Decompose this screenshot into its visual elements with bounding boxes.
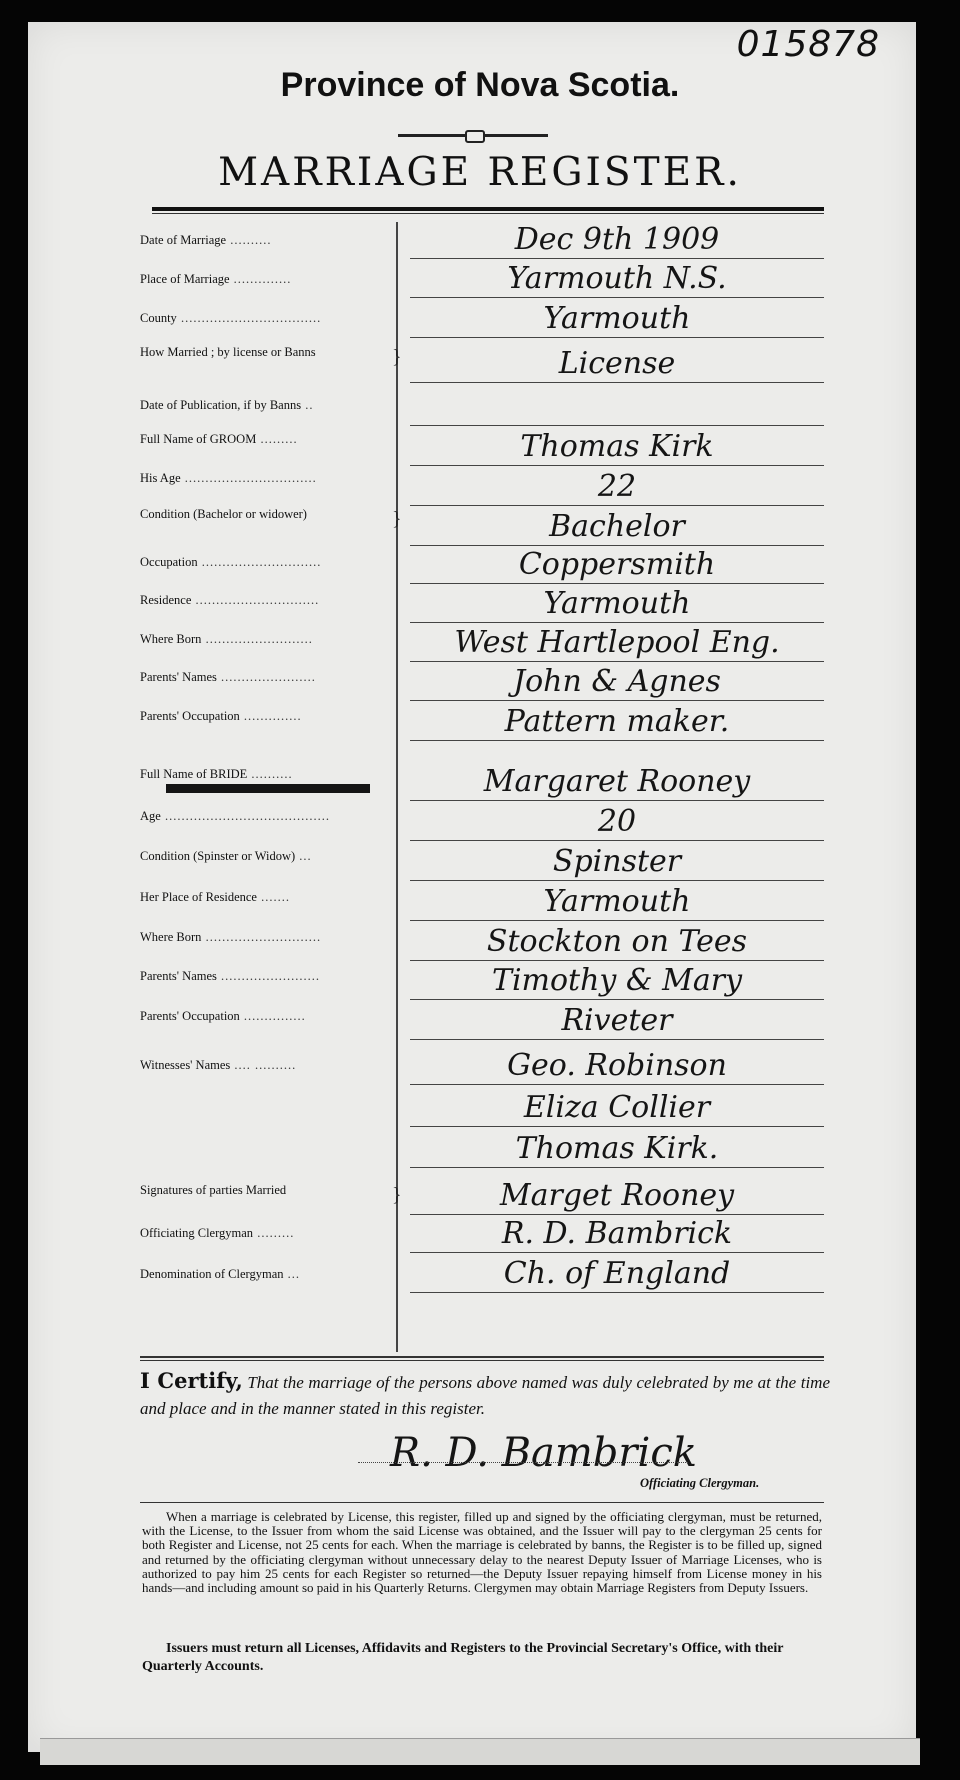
- field-label-text: Condition (Bachelor or widower): [140, 507, 307, 521]
- field-underline: [410, 840, 824, 841]
- field-underline: [410, 880, 824, 881]
- field-label: [140, 969, 320, 983]
- field-label: [140, 272, 291, 286]
- field-label-text: Date of Publication, if by Banns: [140, 398, 302, 412]
- field-label: [140, 555, 321, 569]
- brace-mark: }: [392, 1184, 402, 1206]
- certify-lead: I Certify,: [140, 1368, 243, 1393]
- field-underline: [410, 1039, 824, 1040]
- field-label-text: Denomination of Clergyman: [140, 1267, 284, 1281]
- notice-rule: [140, 1502, 824, 1503]
- field-value: Stockton on Tees: [486, 924, 748, 959]
- field-label: [140, 1009, 306, 1023]
- fields-end-rule: [140, 1356, 824, 1358]
- certify-body: That the marriage of the persons above named was duly celebrated by me at the time and place and in the manner stated in this register.: [140, 1373, 830, 1418]
- field-label-text: Date of Marriage: [140, 233, 227, 247]
- field-value: 22: [597, 469, 637, 504]
- register-title: MARRIAGE REGISTER.: [218, 150, 742, 195]
- leader-dots: ..............................: [191, 593, 320, 607]
- leader-dots: .............................: [197, 555, 322, 569]
- field-underline: [410, 1084, 824, 1085]
- field-value: License: [558, 346, 676, 381]
- field-value: Pattern maker.: [504, 704, 730, 739]
- field-label-text: Officiating Clergyman: [140, 1226, 254, 1240]
- leader-dots: ............................: [201, 930, 322, 944]
- leader-dots: ..............: [239, 709, 302, 723]
- province-heading: Province of Nova Scotia.: [280, 66, 680, 104]
- field-label-text: Occupation: [140, 555, 198, 569]
- signature-line: [358, 1462, 688, 1463]
- field-underline: [410, 1126, 824, 1127]
- field-label: [140, 890, 290, 904]
- page-edge: [40, 1738, 920, 1765]
- leader-dots: .......: [256, 890, 290, 904]
- ornament-center: [465, 130, 485, 143]
- field-value: Spinster: [552, 844, 682, 879]
- title-rule: [152, 207, 824, 211]
- field-value: Yarmouth: [543, 884, 691, 919]
- field-underline: [410, 622, 824, 623]
- field-underline: [410, 382, 824, 383]
- field-label-text: Signatures of parties Married: [140, 1183, 287, 1197]
- field-value: Geo. Robinson: [507, 1048, 727, 1083]
- field-value: West Hartlepool Eng.: [454, 625, 780, 660]
- field-label: [140, 849, 312, 863]
- field-value: Marget Rooney: [499, 1178, 735, 1213]
- leader-dots: .... ..........: [230, 1058, 297, 1072]
- leader-dots: .........: [256, 432, 298, 446]
- leader-dots: ..............: [229, 272, 292, 286]
- field-label-text: County: [140, 311, 177, 325]
- field-underline: [410, 583, 824, 584]
- field-label: [140, 345, 390, 359]
- field-label-text: Full Name of BRIDE: [140, 767, 248, 781]
- field-label: [140, 1183, 390, 1197]
- field-label: [140, 767, 293, 781]
- field-label: [140, 507, 390, 521]
- field-underline: [410, 465, 824, 466]
- field-label: [140, 670, 316, 684]
- field-label-text: Parents' Occupation: [140, 709, 240, 723]
- leader-dots: ..: [301, 398, 314, 412]
- field-value: Yarmouth N.S.: [507, 261, 727, 296]
- field-label-text: Parents' Names: [140, 670, 217, 684]
- field-value: Ch. of England: [503, 1256, 731, 1291]
- field-underline: [410, 337, 824, 338]
- leader-dots: ........................................: [160, 809, 330, 823]
- leader-dots: .......................: [216, 670, 316, 684]
- field-label-text: Her Place of Residence: [140, 890, 257, 904]
- field-label-text: Parents' Names: [140, 969, 217, 983]
- field-underline: [410, 661, 824, 662]
- field-underline: [410, 505, 824, 506]
- field-underline: [410, 545, 824, 546]
- field-label: [140, 471, 317, 485]
- field-underline: [410, 800, 824, 801]
- leader-dots: ..................................: [176, 311, 322, 325]
- leader-dots: ...: [283, 1267, 300, 1281]
- field-label-text: Witnesses' Names: [140, 1058, 231, 1072]
- field-label-text: Age: [140, 809, 161, 823]
- issuers-notice: Issuers must return all Licenses, Affidavits and Registers to the Provincial Secretary's Office, with their Quarterly Accounts.: [142, 1641, 784, 1674]
- field-label: [140, 233, 271, 247]
- field-value: Thomas Kirk.: [515, 1131, 719, 1166]
- field-value: Margaret Rooney: [483, 764, 751, 799]
- field-underline: [410, 999, 824, 1000]
- leader-dots: ...............: [239, 1009, 306, 1023]
- field-label: [140, 311, 321, 325]
- field-label-text: Residence: [140, 593, 192, 607]
- signature-caption: Officiating Clergyman.: [640, 1476, 760, 1490]
- field-underline: [410, 920, 824, 921]
- license-notice: When a marriage is celebrated by License, this register, filled up and signed by the officiating clergyman, must be returned, with the License, to the Issuer from whom the said License was obtained, and the Issuer will pay to the clergyman 25 cents for both Register and License, not 25 cents for each. When the marriage is celebrated by banns, the Register is to be filled up, signed and returned by the officiating clergyman without unnecessary delay to the nearest Deputy Issuer of Marriage Licenses, who is authorized to pay him 25 cents for each Register so returned—the Deputy Issuer repaying himself from License money in his hands—and including amount so paid in his Quarterly Returns. Clergymen may obtain Marriage Registers from Deputy Issuers.: [142, 1509, 822, 1596]
- field-value: Yarmouth: [543, 586, 691, 621]
- field-label: [140, 1058, 296, 1072]
- leader-dots: ................................: [180, 471, 317, 485]
- leader-dots: ..........: [247, 767, 293, 781]
- clergyman-signature: R. D. Bambrick: [390, 1430, 697, 1476]
- field-underline: [410, 1252, 824, 1253]
- groom-bride-separator: [166, 784, 370, 793]
- field-label: [140, 432, 298, 446]
- field-label-text: Condition (Spinster or Widow): [140, 849, 296, 863]
- field-label: [140, 1267, 300, 1281]
- field-label: [140, 1226, 294, 1240]
- field-label-text: Where Born: [140, 930, 202, 944]
- field-underline: [410, 425, 824, 426]
- certification-text: [140, 1368, 830, 1422]
- field-label-text: His Age: [140, 471, 181, 485]
- field-label: [140, 398, 313, 412]
- reference-number: 015878: [736, 24, 880, 65]
- field-label-text: How Married ; by license or Banns: [140, 345, 316, 359]
- field-label-text: Full Name of GROOM: [140, 432, 257, 446]
- field-value: R. D. Bambrick: [501, 1216, 733, 1251]
- title-rule-thin: [152, 213, 824, 214]
- field-label-text: Where Born: [140, 632, 202, 646]
- field-underline: [410, 740, 824, 741]
- field-underline: [410, 258, 824, 259]
- field-value: Dec 9th 1909: [514, 222, 720, 257]
- field-label: [140, 809, 330, 823]
- field-underline: [410, 1214, 824, 1215]
- leader-dots: .........: [253, 1226, 295, 1240]
- field-value: Timothy & Mary: [491, 963, 743, 998]
- fields-end-rule-thin: [140, 1360, 824, 1361]
- field-value: Yarmouth: [543, 301, 691, 336]
- leader-dots: ........................: [216, 969, 321, 983]
- column-divider: [396, 222, 398, 1352]
- leader-dots: ..........: [226, 233, 272, 247]
- field-underline: [410, 1292, 824, 1293]
- field-value: Riveter: [561, 1003, 673, 1038]
- brace-mark: }: [392, 346, 402, 368]
- field-value: Eliza Collier: [523, 1090, 711, 1125]
- leader-dots: ..........................: [201, 632, 313, 646]
- leader-dots: ...: [295, 849, 312, 863]
- field-label: [140, 593, 319, 607]
- field-value: Thomas Kirk: [520, 429, 714, 464]
- field-label: [140, 930, 321, 944]
- field-label-text: Parents' Occupation: [140, 1009, 240, 1023]
- field-label-text: Place of Marriage: [140, 272, 230, 286]
- field-value: Bachelor: [549, 509, 685, 544]
- field-underline: [410, 297, 824, 298]
- field-value: John & Agnes: [513, 664, 721, 699]
- field-label: [140, 632, 313, 646]
- field-underline: [410, 700, 824, 701]
- field-underline: [410, 960, 824, 961]
- field-underline: [410, 1167, 824, 1168]
- field-value: Coppersmith: [518, 547, 716, 582]
- field-value: 20: [597, 804, 637, 839]
- brace-mark: }: [392, 508, 402, 530]
- field-label: [140, 709, 302, 723]
